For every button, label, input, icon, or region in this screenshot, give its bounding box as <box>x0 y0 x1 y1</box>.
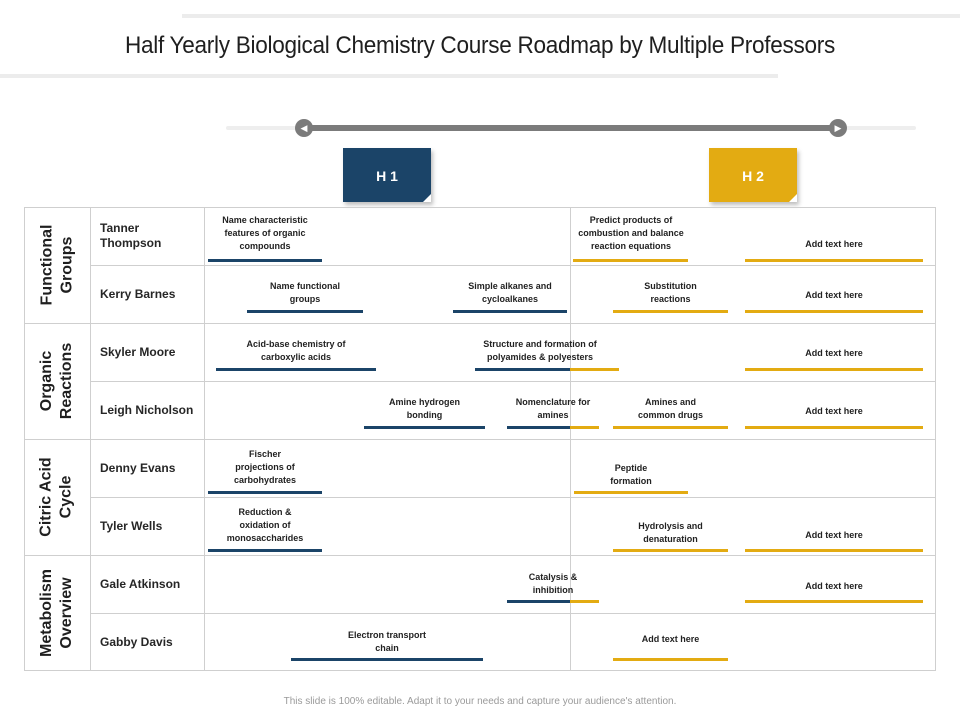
professor-name: Skyler Moore <box>100 344 176 359</box>
professor-name: Kerry Barnes <box>100 286 176 301</box>
chevron-right-icon: ▶ <box>829 119 847 137</box>
task-label: Add text here <box>805 581 863 591</box>
task-bar <box>247 310 363 313</box>
footer-note: This slide is 100% editable. Adapt it to your needs and capture your audience's attention. <box>283 696 677 707</box>
task-label: Amine hydrogen bonding <box>388 397 460 420</box>
task-label: Reduction & oxidation of monosaccharides <box>226 507 304 543</box>
chevron-left-icon: ◀ <box>295 119 313 137</box>
task-bar <box>570 600 599 603</box>
task-bar <box>613 658 728 661</box>
category-label: Metabolism Overview <box>38 568 76 658</box>
professor-name: Tanner Thompson <box>100 221 162 250</box>
task-label: Catalysis & inhibition <box>528 572 578 595</box>
task-label: Simple alkanes and cycloalkanes <box>468 281 552 304</box>
task-bar <box>216 368 376 371</box>
page-title: Half Yearly Biological Chemistry Course Roadmap by Multiple Professors <box>124 32 836 59</box>
task-label: Nomenclature for amines <box>515 397 591 420</box>
task-label: Structure and formation of polyamides & polyesters <box>483 339 597 362</box>
half-two-tab: H 2 <box>709 148 797 202</box>
task-bar <box>745 259 923 262</box>
task-bar <box>745 549 923 552</box>
task-bar <box>208 549 322 552</box>
timeline-bar <box>302 125 838 131</box>
task-label: Name functional groups <box>269 281 340 304</box>
task-label: Electron transport chain <box>347 630 426 653</box>
category-metabolism-overview <box>24 555 90 671</box>
task-bar <box>745 310 923 313</box>
task-label: Acid-base chemistry of carboxylic acids <box>246 339 346 362</box>
task-label: Name characteristic features of organic compounds <box>222 215 308 251</box>
professor-name: Gale Atkinson <box>100 576 181 591</box>
task-bar <box>573 259 688 262</box>
task-label: Peptide formation <box>610 463 652 486</box>
task-bar <box>574 491 688 494</box>
task-bar <box>613 426 728 429</box>
task-bar <box>208 491 322 494</box>
professor-name: Denny Evans <box>100 460 176 475</box>
task-label: Add text here <box>805 530 863 540</box>
task-bar <box>613 549 728 552</box>
task-bar <box>364 426 485 429</box>
task-bar <box>208 259 322 262</box>
task-bar <box>570 426 599 429</box>
category-label: Citric Acid Cycle <box>38 457 76 537</box>
task-label: Substitution reactions <box>644 281 697 304</box>
task-label: Add text here <box>641 634 700 644</box>
task-bar <box>507 426 570 429</box>
task-bar <box>475 368 570 371</box>
professor-name: Tyler Wells <box>100 518 163 533</box>
decorative-line-under-title <box>0 74 778 78</box>
task-label: Amines and common drugs <box>637 397 703 420</box>
task-label: Predict products of combustion and balance reaction equations <box>578 215 684 251</box>
task-label: Add text here <box>805 348 863 358</box>
decorative-line-top <box>182 14 960 18</box>
category-citric-acid-cycle <box>24 439 90 555</box>
half-one-tab: H 1 <box>343 148 431 202</box>
task-bar <box>453 310 567 313</box>
grid-divider <box>90 613 936 614</box>
task-label: Add text here <box>805 406 863 416</box>
task-bar <box>507 600 570 603</box>
task-bar <box>745 426 923 429</box>
professor-name: Gabby Davis <box>100 634 173 649</box>
task-bar <box>613 310 728 313</box>
category-label: Organic Reactions <box>38 342 75 420</box>
task-bar <box>745 368 923 371</box>
grid-divider <box>204 207 205 671</box>
category-label: Functional Groups <box>38 224 76 306</box>
task-label: Hydrolysis and denaturation <box>638 521 703 544</box>
task-bar <box>570 368 619 371</box>
category-organic-reactions <box>24 323 90 439</box>
grid-divider <box>90 497 936 498</box>
task-label: Fischer projections of carbohydrates <box>233 449 297 485</box>
task-bar <box>291 658 483 661</box>
task-bar <box>745 600 923 603</box>
task-label: Add text here <box>805 290 863 300</box>
grid-divider <box>90 381 936 382</box>
grid-divider <box>90 207 91 671</box>
professor-name: Leigh Nicholson <box>100 402 194 417</box>
category-functional-groups <box>24 207 90 323</box>
task-label: Add text here <box>805 239 863 249</box>
grid-divider <box>90 265 936 266</box>
